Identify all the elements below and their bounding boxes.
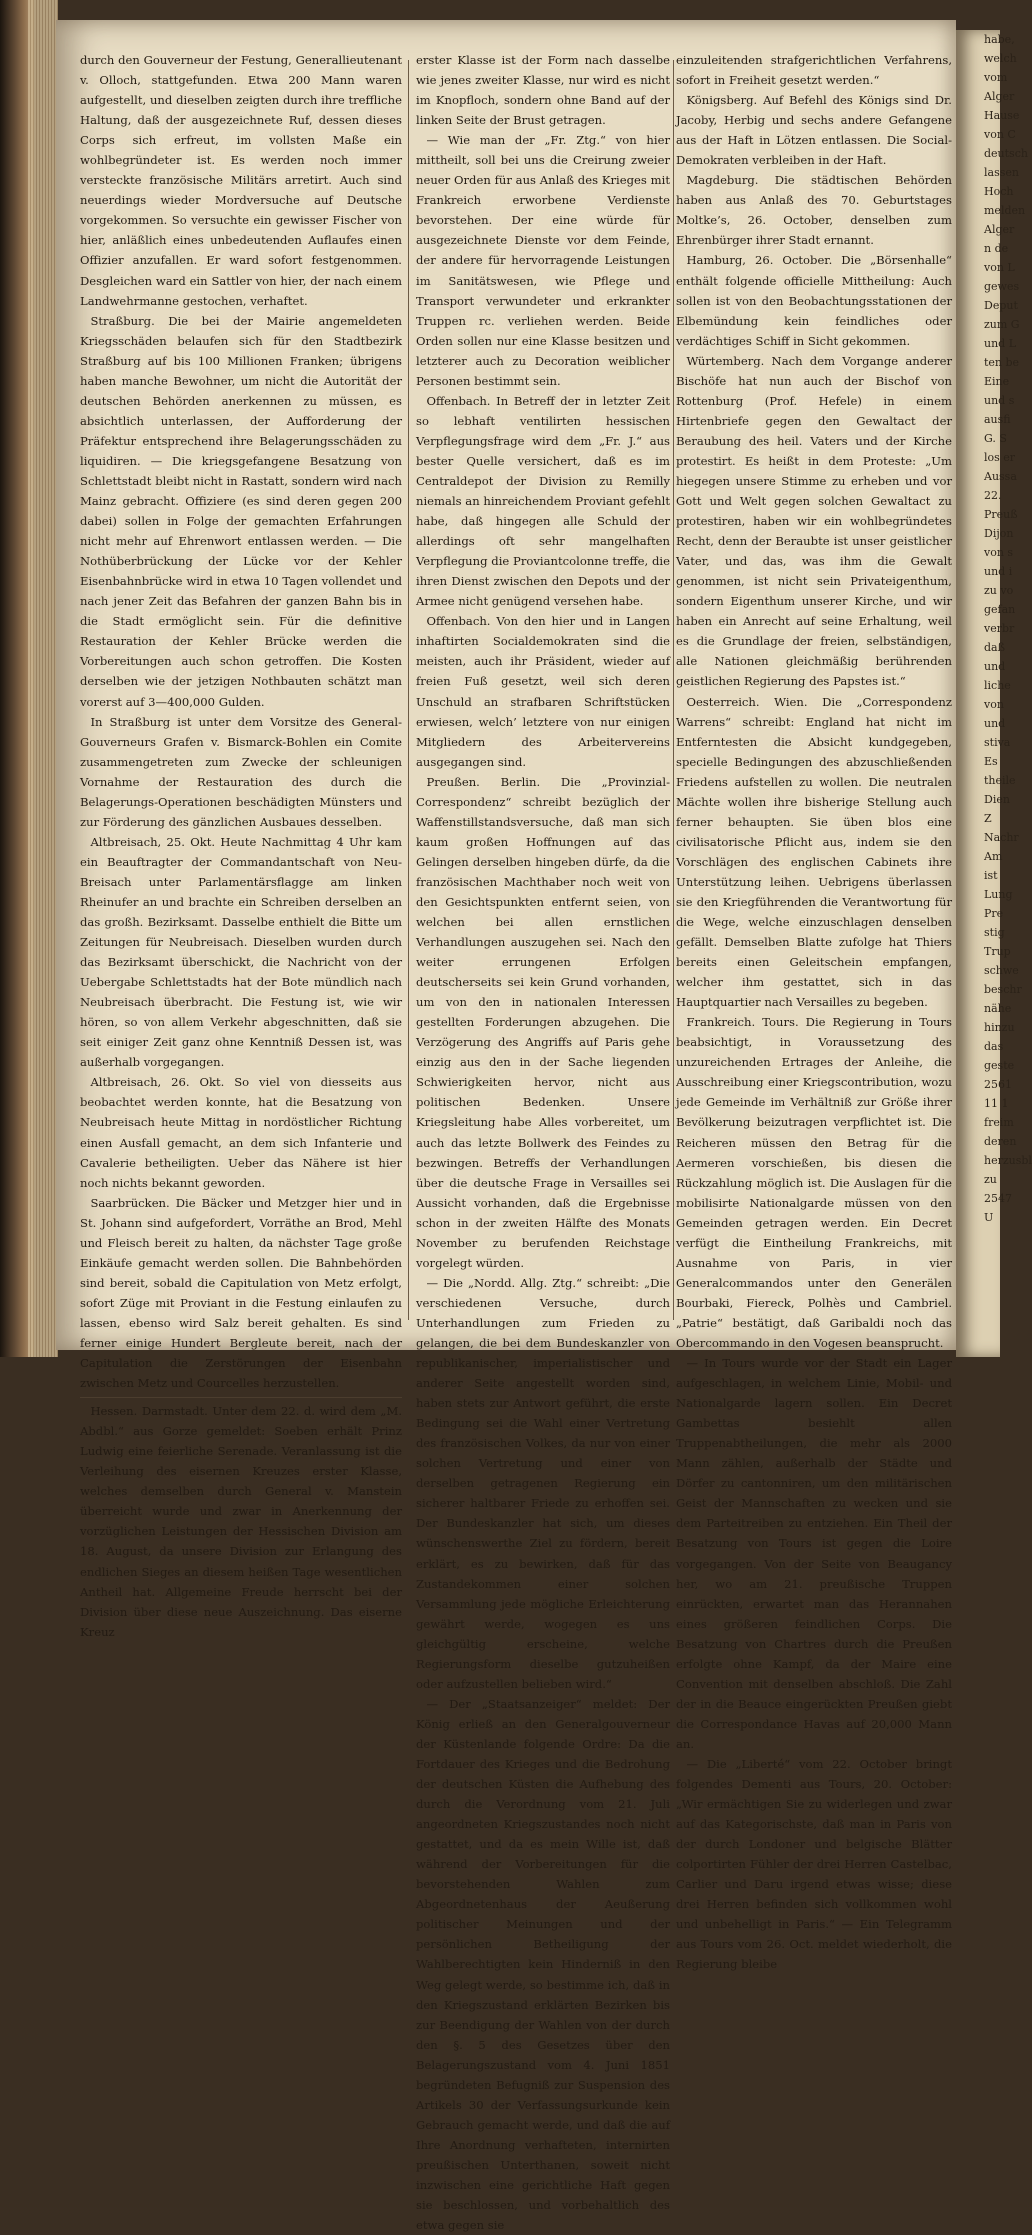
paragraph: Saarbrücken. Die Bäcker und Metzger hier und in St. Johann sind aufgefordert, Vorräthe an Brod, Mehl und Fleisch bereit zu halten, da nächster Tage große Einkäufe gemacht werden sollen. Die Bahnbehörden sind bereit, sobald die Capitulation von Metz erfolgt, sofort Züge mit Proviant in die Festung einlaufen zu lassen, ebenso wird Salz bereit gehalten. Es sind ferner einige Hundert Bergleute bereit, nach der Capitulation die Zerstörungen der Eisenbahn zwischen Metz und Courcelles herzustellen.	[80, 1195, 402, 1391]
paragraph: Frankreich. Tours. Die Regierung in Tours beabsichtigt, in Voraussetzung des unzureichenden Ertrages der Anleihe, die Ausschreibung einer Kriegscontribution, wozu jede Gemeinde im Verhältniß zur Größe ihrer Bevölkerung beizutragen verpflichtet ist. Die Reicheren müssen den Betrag für die Aermeren vorschießen, bis diesen die Rückzahlung möglich ist. Die Auslagen für die mobilisirte Nationalgarde müssen von den Gemeinden getragen werden. Ein Decret verfügt die Eintheilung Frankreichs, mit Ausnahme von Paris, in vier Generalcommandos unter den Generälen Bourbaki, Fiereck, Polhès und Cambriel. „Patrie“ bestätigt, daß Garibaldi noch das Obercommando in den Vogesen beansprucht.	[676, 1015, 952, 1350]
paragraph: — In Tours wurde vor der Stadt ein Lager aufgeschlagen, in welchem Linie, Mobil- und Nationalgarde lagern sollen. Ein Decret Gambettas besiehlt allen Truppenabtheilungen, die mehr als 2000 Mann zählen, außerhalb der Städte und Dörfer zu cantonniren, um den militärischen Geist der Mannschaften zu wecken und sie dem Parteitreiben zu entziehen. Ein Theil der Besatzung von Tours ist gegen die Loire vorgegangen. Von der Seite von Beaugancy her, wo am 21. preußische Truppen einrückten, erwartet man das Herannahen eines größeren feindlichen Corps. Die Besatzung von Chartres durch die Preußen erfolgte ohne Kampf, da der Maire eine Convention mit denselben abschloß. Die Zahl der in die Beauce eingerückten Preußen giebt die Correspondance Havas auf 20,000 Mann an.	[676, 1356, 952, 1751]
adjacent-page-line: ten be	[984, 356, 1020, 369]
adjacent-page-line: daß	[984, 641, 1005, 654]
adjacent-page-line: stiva	[984, 736, 1011, 749]
adjacent-page-line: das	[984, 1040, 1004, 1053]
page-stack-edge	[28, 0, 58, 1357]
column-3	[676, 50, 952, 1975]
paragraph: — Die „Liberté“ vom 22. October bringt folgendes Dementi aus Tours, 20. October: „Wir ermächtigen Sie zu widerlegen und zwar auf das Kategorischste, daß man in Paris von der durch Londoner und belgische Blätter colportirten Fühler der drei Herren Castelbac, Carlier und Daru irgend etwas wisse; diese drei Herren befinden sich vollkommen wohl und unbehelligt in Paris.“ — Ein Telegramm aus Tours vom 26. Oct. meldet wiederholt, die Regierung bleibe	[676, 1756, 952, 1972]
paragraph: — Wie man der „Fr. Ztg.“ von hier mittheilt, soll bei uns die Creirung zweier neuer Orden für aus Anlaß des Krieges mit Frankreich erworbene Verdienste bevorstehen. Der eine würde für ausgezeichnete Dienste vor dem Feinde, der andere für hervorragende Leistungen im Sanitätswesen, wie Pflege und Transport verwundeter und erkrankter Truppen rc. verliehen werden. Beide Orden sollen nur eine Klasse besitzen und letzterer auch zu Decoration weiblicher Personen bestimmt sein.	[416, 133, 670, 388]
adjacent-page-line: Deput	[984, 299, 1018, 312]
paragraph: — Der „Staatsanzeiger“ meldet: Der König erließ an den Generalgouverneur der Küstenlande folgende Ordre: Da die Fortdauer des Krieges und die Bedrohung der deutschen Küsten die Aufhebung des durch die Verordnung vom 21. Juli angeordneten Kriegszustandes noch nicht gestattet, und da es mein Wille ist, daß während der Vorbereitungen für die bevorstehenden Wahlen zum Abgeordnetenhaus der Aeußerung politischer Meinungen und der persönlichen Betheiligung der Wahlberechtigten kein Hinderniß in den Weg gelegt werde, so bestimme ich, daß in den Kriegszustand erklärten Bezirken bis zur Beendigung der Wahlen von der durch den §. 5 des Gesetzes über den Belagerungszustand vom 4. Juni 1851 begründeten Befugniß zur Suspension des Artikels 30 der Verfassungsurkunde kein Gebrauch gemacht werde, und daß die auf Ihre Anordnung verhafteten, internirten preußischen Unterthanen, soweit nicht inzwischen eine gerichtliche Haft gegen sie beschlossen, und vorbehaltlich des etwa gegen sie	[416, 1696, 670, 2233]
adjacent-page-line: 2547	[984, 1192, 1012, 1205]
adjacent-page-line: lassen	[984, 166, 1019, 179]
paragraph: Preußen. Berlin. Die „Provinzial-Correspondenz“ schreibt bezüglich der Waffenstillstandsversuche, daß man sich kaum großen Hoffnungen auf das Gelingen derselben hingeben dürfe, da die französischen Machthaber noch weit von den Gesichtspunkten entfernt seien, von welchen bei allen ernstlichen Verhandlungen auszugehen sei. Nach den weiter errungenen Erfolgen deutscherseits sei kein Grund vorhanden, um von den in nationalen Interessen gestellten Forderungen abzugehen. Die Verzögerung des Angriffs auf Paris gehe einzig aus den in der Sache liegenden Schwierigkeiten hervor, nicht aus politischen Bedenken. Unsere Kriegsleitung habe Alles vorbereitet, um auch das letzte Bollwerk des Feindes zu bezwingen. Betreffs der Verhandlungen über die deutsche Frage in Versailles sei Aussicht vorhanden, daß die Ergebnisse schon in der zweiten Hälfte des Monats November zu berufenden Reichstage vorgelegt würden.	[416, 774, 670, 1270]
adjacent-page-line: Es	[984, 755, 998, 768]
paragraph: Oesterreich. Wien. Die „Correspondenz Warrens“ schreibt: England hat nicht im Entferntesten die Absicht kundgegeben, specielle Bedingungen des abzuschließenden Friedens aufstellen zu wollen. Die neutralen Mächte wollen ihre bisherige Stellung auch ferner behaupten. Sie üben blos eine civilisatorische Pflicht aus, indem sie den Vorschlägen des englischen Cabinets ihre Unterstützung leihen. Uebrigens überlassen sie den Kriegführenden die Verantwortung für die Wege, welche einzuschlagen denselben gefällt. Demselben Blatte zufolge hat Thiers bereits einen Geleitschein empfangen, welcher ihm gestattet, sich in das Hauptquartier nach Versailles zu begeben.	[676, 694, 952, 1010]
adjacent-page-line: zu vo	[984, 584, 1014, 597]
column-2	[416, 50, 670, 2235]
adjacent-page-line: Alger	[984, 223, 1015, 236]
adjacent-page-line: welch	[984, 52, 1017, 65]
paragraph: Straßburg. Die bei der Mairie angemeldeten Kriegsschäden belaufen sich für den Stadtbezirk Straßburg auf bis 100 Millionen Franken; übrigens haben manche Bewohner, um nicht die Autorität der deutschen Behörden anerkennen zu müssen, es absichtlich unterlassen, der Aufforderung der Präfektur entsprechend ihre Belagerungsschäden zu liquidiren. — Die kriegsgefangene Besatzung von Schlettstadt bleibt nicht in Rastatt, sondern wird nach Mainz gebracht. Offiziere (es sind deren gegen 200 dabei) sollen in Folge der gemachten Erfahrungen nicht mehr auf Ehrenwort entlassen werden. — Die Nothüberbrückung der Lücke vor der Kehler Eisenbahnbrücke wird in etwa 10 Tagen vollendet und nach jener Zeit das Befahren der ganzen Bahn bis in die Stadt ermöglicht sein. Für die definitive Restauration der Kehler Brücke werden die Vorbereitungen auch schon getroffen. Die Kosten derselben wie der jetzigen Nothbauten schätzt man vorerst auf 3—400,000 Gulden.	[80, 313, 402, 709]
adjacent-page-line: theile	[984, 774, 1016, 787]
adjacent-page-line: und L	[984, 337, 1017, 350]
paragraph: Altbreisach, 26. Okt. So viel von diesseits aus beobachtet werden konnte, hat die Besatzung von Neubreisach heute Mittag in nordöstlicher Richtung einen Ausfall gemacht, an dem sich Infanterie und Cavalerie betheiligten. Ueber das Nähere ist hier noch nichts bekannt geworden.	[80, 1075, 402, 1190]
paragraph: Magdeburg. Die städtischen Behörden haben aus Anlaß des 70. Geburtstages Moltke’s, 26. October, denselben zum Ehrenbürger ihrer Stadt ernannt.	[676, 173, 952, 248]
adjacent-page-line: Am	[984, 850, 1003, 863]
column-rule	[408, 60, 409, 1320]
paragraph: In Straßburg ist unter dem Vorsitze des General-Gouverneurs Grafen v. Bismarck-Bohlen ein Comite zusammengetreten zum Zwecke der schleunigen Vornahme der Restauration des durch die Belagerungs-Operationen beschädigten Münsters und zur Förderung des gänzlichen Ausbaues desselben.	[80, 714, 402, 829]
adjacent-page-line: von	[984, 698, 1004, 711]
adjacent-page-line: und i	[984, 565, 1013, 578]
adjacent-page-line: von s	[984, 546, 1014, 559]
adjacent-page-line: liche	[984, 679, 1011, 692]
adjacent-page-line: zu	[984, 1173, 997, 1186]
adjacent-page-line: melden	[984, 204, 1026, 217]
adjacent-page-line: herzusbl	[984, 1154, 1032, 1167]
paragraph: Offenbach. In Betreff der in letzter Zeit so lebhaft ventilirten hessischen Verpflegungsfrage wird dem „Fr. J.“ aus bester Quelle versichert, daß es im Centraldepot der Division zu Remilly niemals an hinreichendem Proviant gefehlt habe, daß hingegen alle Schuld der allerdings oft sehr mangelhaften Verpflegung die Proviantcolonne treffe, die ihren Dienst zwischen den Depots und der Armee nicht genügend versehen habe.	[416, 393, 670, 609]
adjacent-page-line: habe,	[984, 33, 1015, 46]
adjacent-page-line: 22.	[984, 489, 1002, 502]
adjacent-page-line: ausfi	[984, 413, 1011, 426]
adjacent-page-line: Hause	[984, 109, 1020, 122]
adjacent-page-line: Preuß	[984, 508, 1018, 521]
adjacent-page-line: Pre	[984, 907, 1004, 920]
adjacent-page-line: und	[984, 717, 1006, 730]
adjacent-page-line: beschr	[984, 983, 1022, 996]
paragraph: durch den Gouverneur der Festung, Generallieutenant v. Olloch, stattgefunden. Etwa 200 Mann waren aufgestellt, und dieselben zeigten durch ihre treffliche Haltung, daß der ausgezeichnete Ruf, dessen dieses Corps sich erfreut, im vollsten Maße ein wohlbegründeter ist. Es werden noch immer versteckte französische Militärs arretirt. Auch sind neuerdings wieder Mordversuche auf Deutsche vorgekommen. So versuchte ein gewisser Fischer von hier, anläßlich eines unbedeutenden Auflaufes einen Offizier anzufallen. Er ward sofort festgenommen. Desgleichen ward ein Sattler von hier, der nach einem Landwehrmanne gestochen, verhaftet.	[80, 53, 402, 308]
paragraph: — Die „Nordd. Allg. Ztg.“ schreibt: „Die verschiedenen Versuche, durch Unterhandlungen zum Frieden zu gelangen, die bei dem Bundeskanzler von republikanischer, imperialistischer und anderer Seite angestellt worden sind, haben stets zur Antwort geführt, die erste Bedingung sei die Wahl einer Vertretung des französischen Volkes, da nur von einer solchen Vertretung und einer von derselben getragenen Regierung ein sicherer haltbarer Friede zu erhoffen sei. Der Bundeskanzler hat sich, um dieses wünschenswerthe Ziel zu fördern, bereit erklärt, es zu bewirken, daß für das Zustandekommen einer solchen Versammlung jede mögliche Erleichterung gewährt werde, wogegen es uns gleichgültig erscheine, welche Regierungsform dieselbe gutzuheißen oder aufzustellen belieben wird.“	[416, 1275, 670, 1691]
adjacent-page-line: Eine	[984, 375, 1010, 388]
adjacent-page-line: los er	[984, 451, 1016, 464]
adjacent-page-line: Nachr	[984, 831, 1019, 844]
column-rule	[673, 60, 674, 1320]
paragraph: Königsberg. Auf Befehl des Königs sind Dr. Jacoby, Herbig und sechs andere Gefangene aus der Haft in Lötzen entlassen. Die Social-Demokraten verbleiben in der Haft.	[676, 93, 952, 168]
adjacent-page-line: Z	[984, 812, 992, 825]
adjacent-page-line: von L	[984, 261, 1015, 274]
adjacent-page-line: gewes	[984, 280, 1020, 293]
paragraph: einzuleitenden strafgerichtlichen Verfahrens, sofort in Freiheit gesetzt werden.“	[676, 53, 952, 88]
paragraph: Hessen. Darmstadt. Unter dem 22. d. wird dem „M. Abdbl.“ aus Gorze gemeldet: Soeben erhält Prinz Ludwig eine feierliche Serenade. Veranlassung ist die Verleihung des eisernen Kreuzes erster Klasse, welches demselben durch General v. Manstein überreicht wurde und zwar in Anerkennung der vorzüglichen Leistungen der Hessischen Division am 18. August, da unsere Division zur Erlangung des endlichen Sieges an diesem heißen Tage wesentlichen Antheil hat. Allgemeine Freude herrscht bei der Division über diese neue Auszeichnung. Das eiserne Kreuz	[80, 1404, 402, 1639]
adjacent-page-line: ist	[984, 869, 998, 882]
adjacent-page-line: n de	[984, 242, 1009, 255]
adjacent-page-line: hinzu	[984, 1021, 1015, 1034]
adjacent-page-line: Trup	[984, 945, 1011, 958]
adjacent-page-line: 2561	[984, 1078, 1012, 1091]
adjacent-page-line: verbr	[984, 622, 1015, 635]
adjacent-page-line: 11 1	[984, 1097, 1009, 1110]
adjacent-page-line: G. S	[984, 432, 1007, 445]
adjacent-page-line: vom	[984, 71, 1008, 84]
adjacent-page-line: nähe	[984, 1002, 1012, 1015]
adjacent-page-line: stig	[984, 926, 1005, 939]
adjacent-page-line: Alger	[984, 90, 1015, 103]
adjacent-page-line: zum G	[984, 318, 1020, 331]
adjacent-page-line: Dijon	[984, 527, 1014, 540]
adjacent-page-line: geste	[984, 1059, 1015, 1072]
adjacent-page-line: von C	[984, 128, 1016, 141]
paragraph: erster Klasse ist der Form nach dasselbe wie jenes zweiter Klasse, nur wird es nicht im Knopfloch, sondern ohne Band auf der linken Seite der Brust getragen.	[416, 53, 670, 128]
adjacent-page-line: U	[984, 1211, 994, 1224]
adjacent-page-line: deren	[984, 1135, 1017, 1148]
adjacent-page-line: Dien	[984, 793, 1010, 806]
adjacent-page-line: und s	[984, 394, 1015, 407]
column-1	[80, 50, 402, 1642]
adjacent-page-line: deutsch	[984, 147, 1028, 160]
paragraph: Würtemberg. Nach dem Vorgange anderer Bischöfe hat nun auch der Bischof von Rottenburg (Prof. Hefele) in einem Hirtenbriefe gegen den Gewaltact der Beraubung des heil. Vaters und der Kirche protestirt. Es heißt in dem Proteste: „Um hiegegen unsere Stimme zu erheben und vor Gott und Welt gegen solchen Gewaltact zu protestiren, haben wir ein wohlbegründetes Recht, denn der Beraubte ist unser geistlicher Vater, und das, was ihm die Gewalt genommen, ist nicht sein Privateigenthum, sondern Eigenthum unserer Kirche, und wir haben ein Anrecht auf seine Erhaltung, weil es die Grundlage der freien, selbständigen, alle Nationen gleichmäßig berührenden geistlichen Regierung des Papstes ist.“	[676, 353, 952, 689]
adjacent-page-fragment	[956, 30, 1032, 1357]
adjacent-page-line: gefan	[984, 603, 1016, 616]
adjacent-page-line: Aussa	[984, 470, 1017, 483]
adjacent-page-line: Hoch	[984, 185, 1014, 198]
adjacent-page-line: und	[984, 660, 1006, 673]
adjacent-page-line: Lung	[984, 888, 1013, 901]
adjacent-page-line: freim	[984, 1116, 1014, 1129]
paragraph: Altbreisach, 25. Okt. Heute Nachmittag 4 Uhr kam ein Beauftragter der Commandantschaft von Neu-Breisach unter Parlamentärsflagge am linken Rheinufer an und brachte ein Schreiben derselben an das großh. Bezirksamt. Dasselbe enthielt die Bitte um Zeitungen für Neubreisach. Dieselben wurden durch das Bezirksamt überschickt, die Nachricht von der Uebergabe Schlettstadts hat der Bote mündlich nach Neubreisach überbracht. Die Festung ist, wie wir hören, so von allem Verkehr abgeschnitten, daß sie seit einiger Zeit ganz ohne Kenntniß Dessen ist, was außerhalb vorgegangen.	[80, 834, 402, 1070]
adjacent-page-line: schwe	[984, 964, 1019, 977]
section-rule	[80, 1397, 402, 1398]
paragraph: Hamburg, 26. October. Die „Börsenhalle“ enthält folgende officielle Mittheilung: Auch sollen ist von den Beobachtungsstationen der Elbemündung kein feindliches oder verdächtiges Schiff in Sicht gekommen.	[676, 253, 952, 348]
paragraph: Offenbach. Von den hier und in Langen inhaftirten Socialdemokraten sind die meisten, auch ihr Präsident, wieder auf freien Fuß gesetzt, weil sich deren Unschuld an strafbaren Schriftstücken erwiesen, welch’ letztere von nur einigen Mitgliedern des Arbeitervereins ausgegangen sind.	[416, 614, 670, 769]
